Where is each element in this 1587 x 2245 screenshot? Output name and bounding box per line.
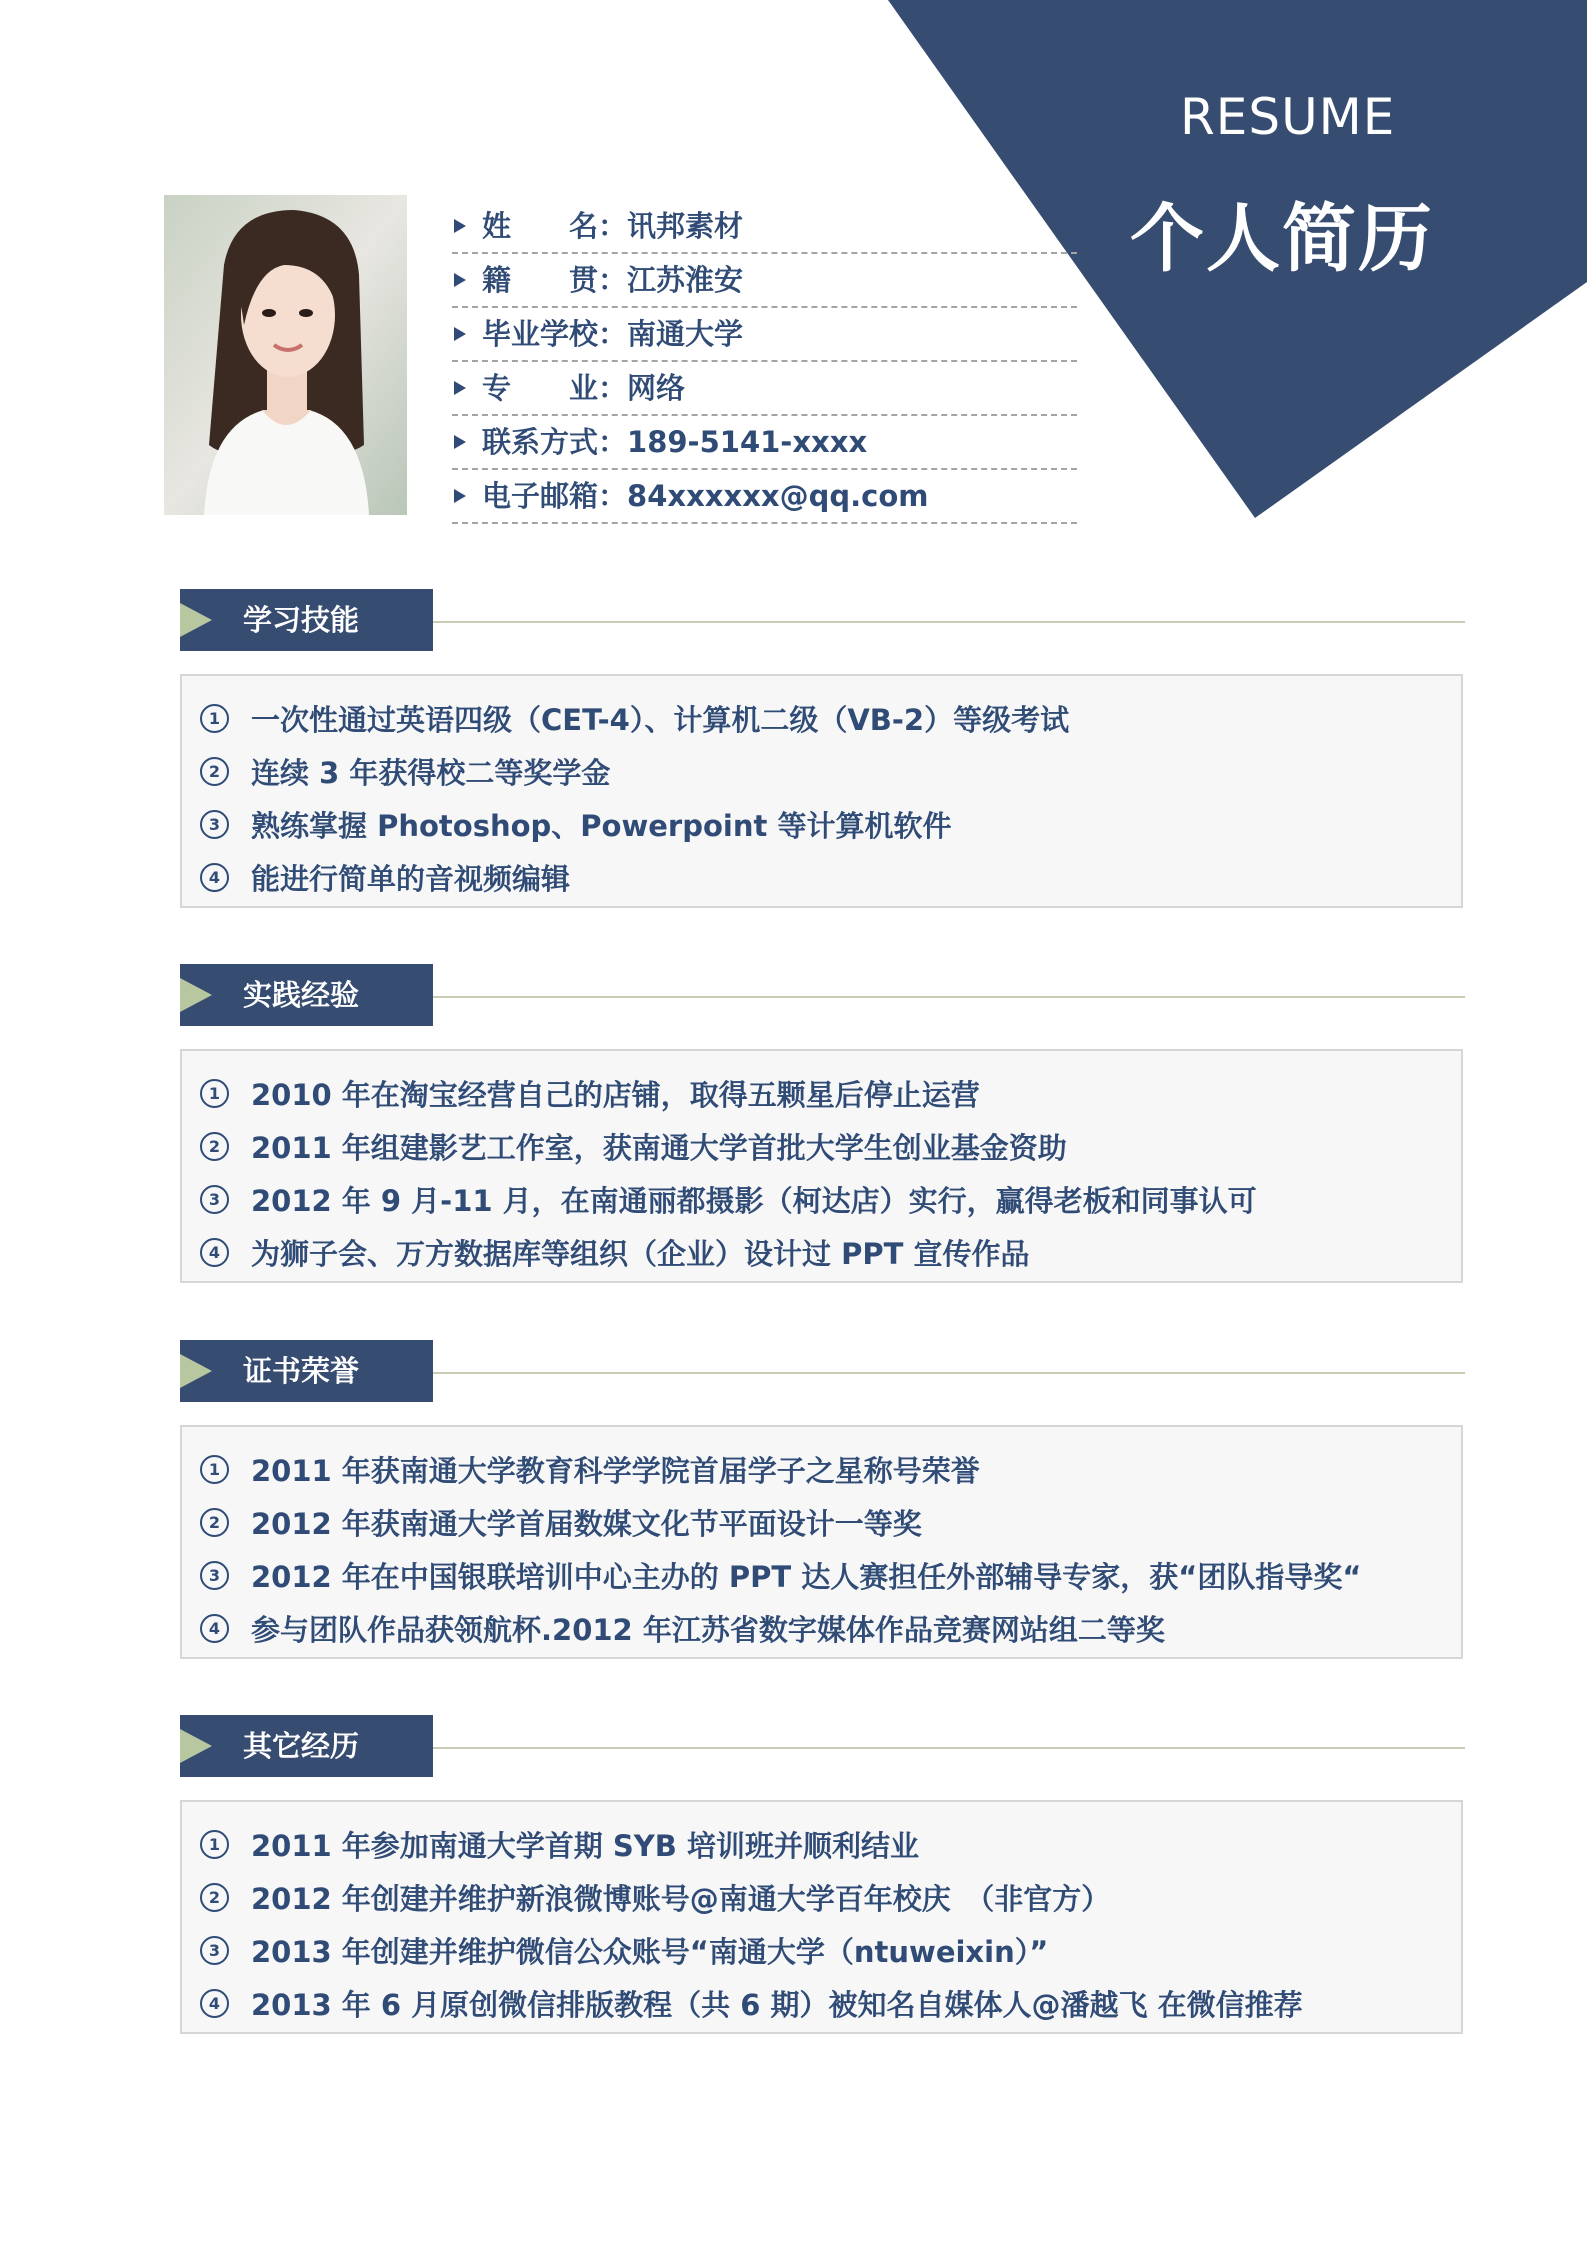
info-label: 联系方式： <box>482 425 628 459</box>
section-title: 学习技能 <box>243 603 360 637</box>
item-text: 能进行简单的音视频编辑 <box>251 862 571 896</box>
item-text: 2012 年在中国银联培训中心主办的 PPT 达人赛担任外部辅导专家，获“团队指导奖“ <box>251 1560 1362 1594</box>
item-text: 2011 年组建影艺工作室，获南通大学首批大学生创业基金资助 <box>251 1131 1067 1165</box>
circled-number-icon: 3 <box>200 1561 229 1590</box>
info-row-hometown <box>452 254 1077 308</box>
info-row-school <box>452 308 1077 362</box>
circled-number-icon: 4 <box>200 1238 229 1267</box>
info-value: 网络 <box>627 371 686 405</box>
section-divider <box>433 996 1465 998</box>
info-value: 讯邦素材 <box>627 209 744 243</box>
item-text: 参与团队作品获领航杯.2012 年江苏省数字媒体作品竞赛网站组二等奖 <box>251 1613 1165 1647</box>
item-text: 2012 年获南通大学首届数媒文化节平面设计一等奖 <box>251 1507 922 1541</box>
item-text: 2011 年参加南通大学首期 SYB 培训班并顺利结业 <box>251 1829 919 1863</box>
circled-number-icon: 1 <box>200 1830 229 1859</box>
info-label: 姓 名： <box>482 209 628 243</box>
section-title: 其它经历 <box>243 1729 360 1763</box>
triangle-bullet-icon <box>454 219 466 233</box>
list-item <box>182 1818 1461 1871</box>
section-title: 证书荣誉 <box>243 1354 360 1388</box>
item-text: 2011 年获南通大学教育科学学院首届学子之星称号荣誉 <box>251 1454 980 1488</box>
info-label: 电子邮箱： <box>482 479 628 513</box>
list-item <box>182 1871 1461 1924</box>
play-arrow-icon <box>180 978 212 1012</box>
list-item <box>182 1602 1461 1655</box>
section-header-other <box>180 1715 1465 1777</box>
section-divider <box>433 1747 1465 1749</box>
list-item <box>182 1067 1461 1120</box>
circled-number-icon: 2 <box>200 1508 229 1537</box>
circled-number-icon: 4 <box>200 863 229 892</box>
triangle-bullet-icon <box>454 327 466 341</box>
item-text: 2013 年创建并维护微信公众账号“南通大学（ntuweixin）” <box>251 1935 1049 1969</box>
circled-number-icon: 2 <box>200 1132 229 1161</box>
list-item <box>182 1496 1461 1549</box>
list-item <box>182 745 1461 798</box>
circled-number-icon: 1 <box>200 704 229 733</box>
triangle-bullet-icon <box>454 381 466 395</box>
personal-info-list <box>452 200 1077 524</box>
avatar <box>164 195 407 515</box>
list-item <box>182 1549 1461 1602</box>
play-arrow-icon <box>180 1729 212 1763</box>
info-label: 毕业学校： <box>482 317 628 351</box>
circled-number-icon: 1 <box>200 1455 229 1484</box>
section-header-honors <box>180 1340 1465 1402</box>
list-item <box>182 1977 1461 2030</box>
info-value: 江苏淮安 <box>627 263 744 297</box>
item-text: 2013 年 6 月原创微信排版教程（共 6 期）被知名自媒体人@潘越飞 在微信推荐 <box>251 1988 1303 2022</box>
info-value: 南通大学 <box>627 317 744 351</box>
list-item <box>182 798 1461 851</box>
circled-number-icon: 4 <box>200 1989 229 2018</box>
info-label: 专 业： <box>482 371 628 405</box>
circled-number-icon: 3 <box>200 1936 229 1965</box>
list-item <box>182 692 1461 745</box>
portrait-photo-icon <box>164 195 407 515</box>
play-arrow-icon <box>180 1354 212 1388</box>
circled-number-icon: 3 <box>200 1185 229 1214</box>
section-box-practice <box>180 1049 1463 1283</box>
section-header-skills <box>180 589 1465 651</box>
circled-number-icon: 4 <box>200 1614 229 1643</box>
section-divider <box>433 1372 1465 1374</box>
circled-number-icon: 2 <box>200 757 229 786</box>
info-value: 84xxxxxx@qq.com <box>627 479 929 513</box>
section-box-honors <box>180 1425 1463 1659</box>
info-label: 籍 贯： <box>482 263 628 297</box>
section-divider <box>433 621 1465 623</box>
item-text: 2012 年创建并维护新浪微博账号@南通大学百年校庆 （非官方） <box>251 1882 1111 1916</box>
circled-number-icon: 1 <box>200 1079 229 1108</box>
triangle-bullet-icon <box>454 273 466 287</box>
list-item <box>182 851 1461 904</box>
section-box-other <box>180 1800 1463 2034</box>
circled-number-icon: 3 <box>200 810 229 839</box>
item-text: 2012 年 9 月-11 月，在南通丽都摄影（柯达店）实行，赢得老板和同事认可 <box>251 1184 1257 1218</box>
section-box-skills <box>180 674 1463 908</box>
triangle-bullet-icon <box>454 489 466 503</box>
list-item <box>182 1443 1461 1496</box>
play-arrow-icon <box>180 603 212 637</box>
list-item <box>182 1120 1461 1173</box>
list-item <box>182 1173 1461 1226</box>
list-item <box>182 1924 1461 1977</box>
info-row-phone <box>452 416 1077 470</box>
info-row-email <box>452 470 1077 524</box>
section-title: 实践经验 <box>243 978 360 1012</box>
item-text: 一次性通过英语四级（CET-4）、计算机二级（VB-2）等级考试 <box>251 703 1070 737</box>
item-text: 连续 3 年获得校二等奖学金 <box>251 756 611 790</box>
section-header-practice <box>180 964 1465 1026</box>
info-row-name <box>452 200 1077 254</box>
info-row-major <box>452 362 1077 416</box>
triangle-bullet-icon <box>454 435 466 449</box>
list-item <box>182 1226 1461 1279</box>
circled-number-icon: 2 <box>200 1883 229 1912</box>
resume-chinese-title: 个人简历 <box>1130 196 1434 282</box>
item-text: 2010 年在淘宝经营自己的店铺，取得五颗星后停止运营 <box>251 1078 980 1112</box>
item-text: 为狮子会、万方数据库等组织（企业）设计过 PPT 宣传作品 <box>251 1237 1030 1271</box>
resume-english-title: RESUME <box>1180 88 1396 146</box>
info-value: 189-5141-xxxx <box>627 425 868 459</box>
item-text: 熟练掌握 Photoshop、Powerpoint 等计算机软件 <box>251 809 952 843</box>
